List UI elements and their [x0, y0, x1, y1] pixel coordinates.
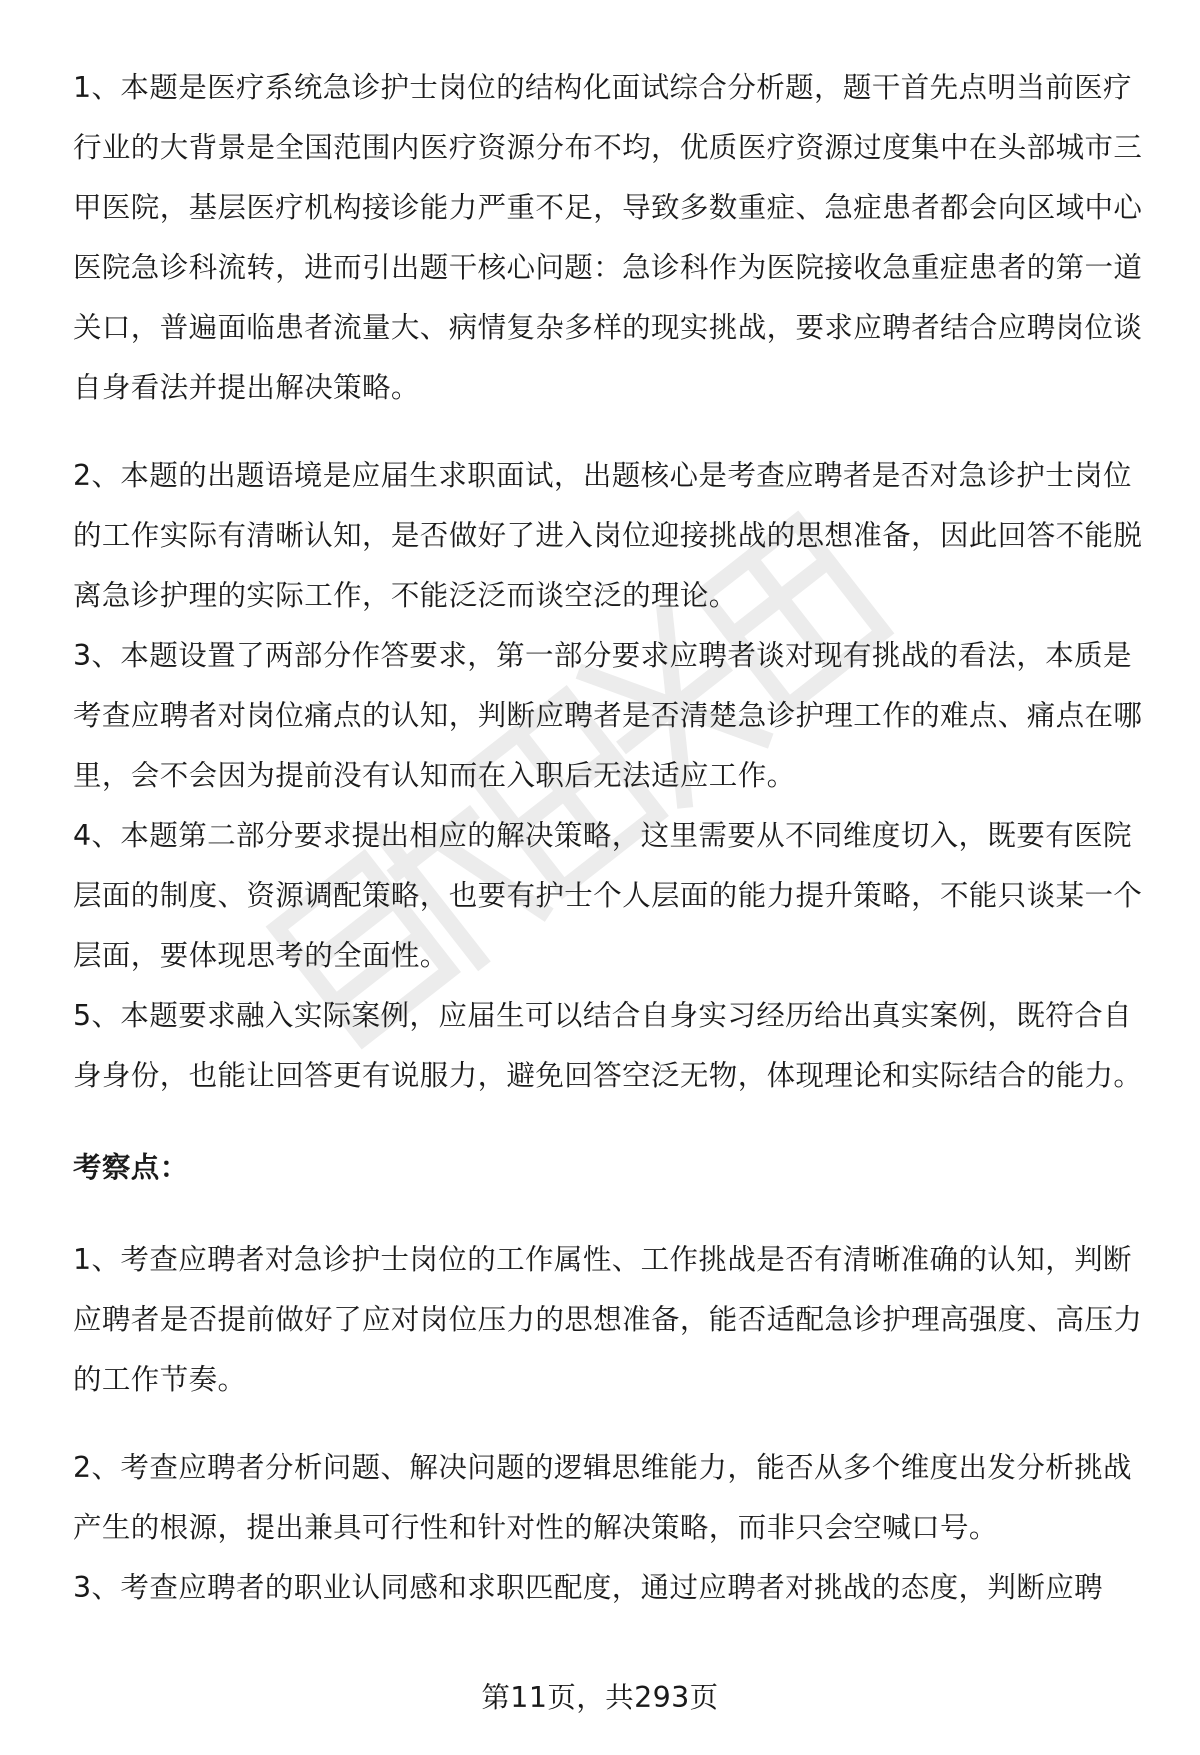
analysis-paragraph-4: 4、本题第二部分要求提出相应的解决策略，这里需要从不同维度切入，既要有医院层面的制度、资源调配策略，也要有护士个人层面的能力提升策略，不能只谈某一个层面，要体现思考的全面性。: [73, 819, 1143, 972]
analysis-paragraph-5: 5、本题要求融入实际案例，应届生可以结合自身实习经历给出真实案例，既符合自身身份，也能让回答更有说服力，避免回答空泛无物，体现理论和实际结合的能力。: [73, 999, 1143, 1092]
analysis-paragraph-2: 2、本题的出题语境是应届生求职面试，出题核心是考查应聘者是否对急诊护士岗位的工作实际有清晰认知，是否做好了进入岗位迎接挑战的思想准备，因此回答不能脱离急诊护理的实际工作，不能泛泛而谈空泛的理论。: [73, 459, 1143, 612]
analysis-paragraph-1: 1、本题是医疗系统急诊护士岗位的结构化面试综合分析题，题干首先点明当前医疗行业的大背景是全国范围内医疗资源分布不均，优质医疗资源过度集中在头部城市三甲医院，基层医疗机构接诊能力严重不足，导致多数重症、急症患者都会向区域中心医院急诊科流转，进而引出题干核心问题：急诊科作为医院接收急重症患者的第一道关口，普遍面临患者流量大、病情复杂多样的现实挑战，要求应聘者结合应聘岗位谈自身看法并提出解决策略。: [73, 71, 1143, 404]
page-number-footer: 第11页，共293页: [481, 1681, 719, 1714]
analysis-paragraph-3: 3、本题设置了两部分作答要求，第一部分要求应聘者谈对现有挑战的看法，本质是考查应聘者对岗位痛点的认知，判断应聘者是否清楚急诊护理工作的难点、痛点在哪里，会不会因为提前没有认知而在入职后无法适应工作。: [73, 639, 1143, 792]
document-body: [73, 58, 1151, 1618]
assessment-point-2: 2、考查应聘者分析问题、解决问题的逻辑思维能力，能否从多个维度出发分析挑战产生的根源，提出兼具可行性和针对性的解决策略，而非只会空喊口号。: [73, 1451, 1132, 1544]
assessment-point-3: 3、考查应聘者的职业认同感和求职匹配度，通过应聘者对挑战的态度，判断应聘: [73, 1571, 1104, 1604]
section-heading: 考察点：: [73, 1151, 189, 1184]
assessment-point-1: 1、考查应聘者对急诊护士岗位的工作属性、工作挑战是否有清晰准确的认知，判断应聘者是否提前做好了应对岗位压力的思想准备，能否适配急诊护理高强度、高压力的工作节奏。: [73, 1243, 1143, 1396]
